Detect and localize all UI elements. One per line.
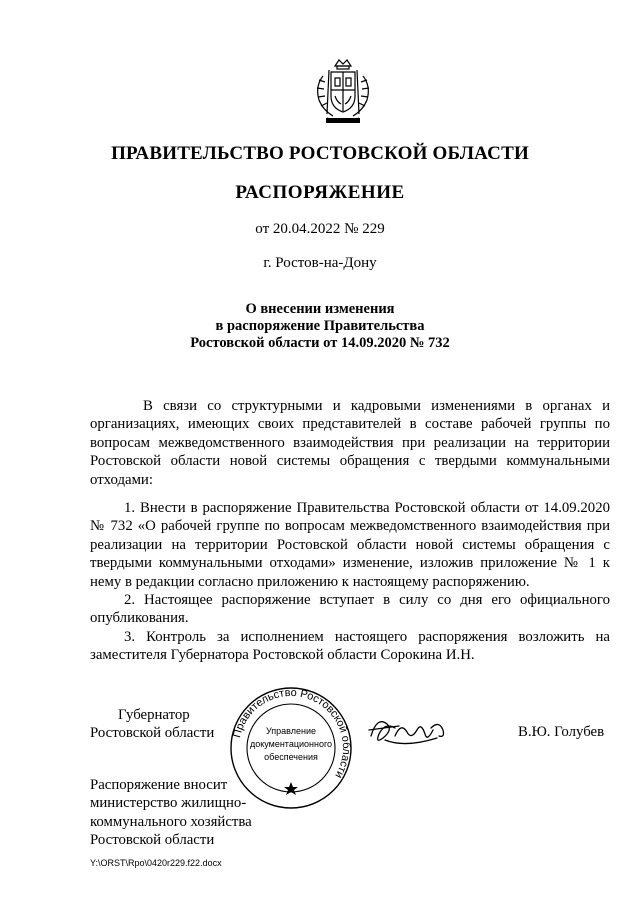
submitter-line: коммунального хозяйства (90, 813, 252, 830)
resolution-item: 2. Настоящее распоряжение вступает в силу со дня его официального опубликования. (90, 592, 610, 627)
subject-line: О внесении изменения (245, 301, 395, 317)
resolution-items (90, 499, 610, 665)
submitter-line: министерство жилищно- (90, 795, 247, 812)
organization-title: ПРАВИТЕЛЬСТВО РОСТОВСКОЙ ОБЛАСТИ (111, 143, 529, 164)
signatory-role-line: Губернатор (118, 707, 190, 723)
document-date-number: от 20.04.2022 № 229 (255, 221, 385, 237)
signatory-role-line: Ростовской области (90, 725, 215, 742)
stamp-outer-text: Правительство Ростовской области (231, 686, 353, 781)
submitter-line: Распоряжение вносит (90, 777, 228, 793)
signatory-name: В.Ю. Голубев (518, 724, 605, 740)
coat-of-arms-emblem (307, 56, 379, 128)
stamp-inner-line: обеспечения (264, 752, 318, 762)
resolution-item: 3. Контроль за исполнением настоящего распоряжения возложить на заместителя Губернатора Ростовской области Сорокина И.Н. (90, 628, 610, 664)
stamp-inner-line: документационного (249, 739, 333, 749)
signatory-role (90, 706, 214, 743)
handwritten-signature (365, 706, 485, 756)
file-path-footer: Y:\ORST\Rpo\0420r229.f22.docx (90, 858, 222, 868)
resolution-item: 1. Внести в распоряжение Правительства Ростовской области от 14.09.2020 № 732 «О рабочей группе по вопросам межведомственного взаимодействия при реализации на территории Ростовской области новой системы обращения с твердыми коммунальными отходами» изменение, изложив приложение № 1 к нему в редакции согласно приложению к настоящему распоряжению. (90, 500, 610, 590)
subject-line: в распоряжение Правительства (215, 318, 425, 334)
document-subject (0, 301, 640, 352)
stamp-star-icon (284, 782, 298, 795)
document-city: г. Ростов-на-Дону (263, 255, 377, 271)
preamble-paragraph: В связи со структурными и кадровыми изменениями в органах и организациях, имеющих своих представителей в составе рабочей группы по вопросам межведомственного взаимодействия при реализации на территории Ростовской области новой системы обращения с твердыми коммунальными отходами: (90, 398, 610, 488)
document-type: РАСПОРЯЖЕНИЕ (235, 182, 405, 203)
submitter-line: Ростовской области (90, 832, 215, 849)
submitter-block (90, 776, 252, 850)
subject-line: Ростовской области от 14.09.2020 № 732 (190, 335, 450, 351)
stamp-inner-line: Управление (265, 726, 317, 736)
